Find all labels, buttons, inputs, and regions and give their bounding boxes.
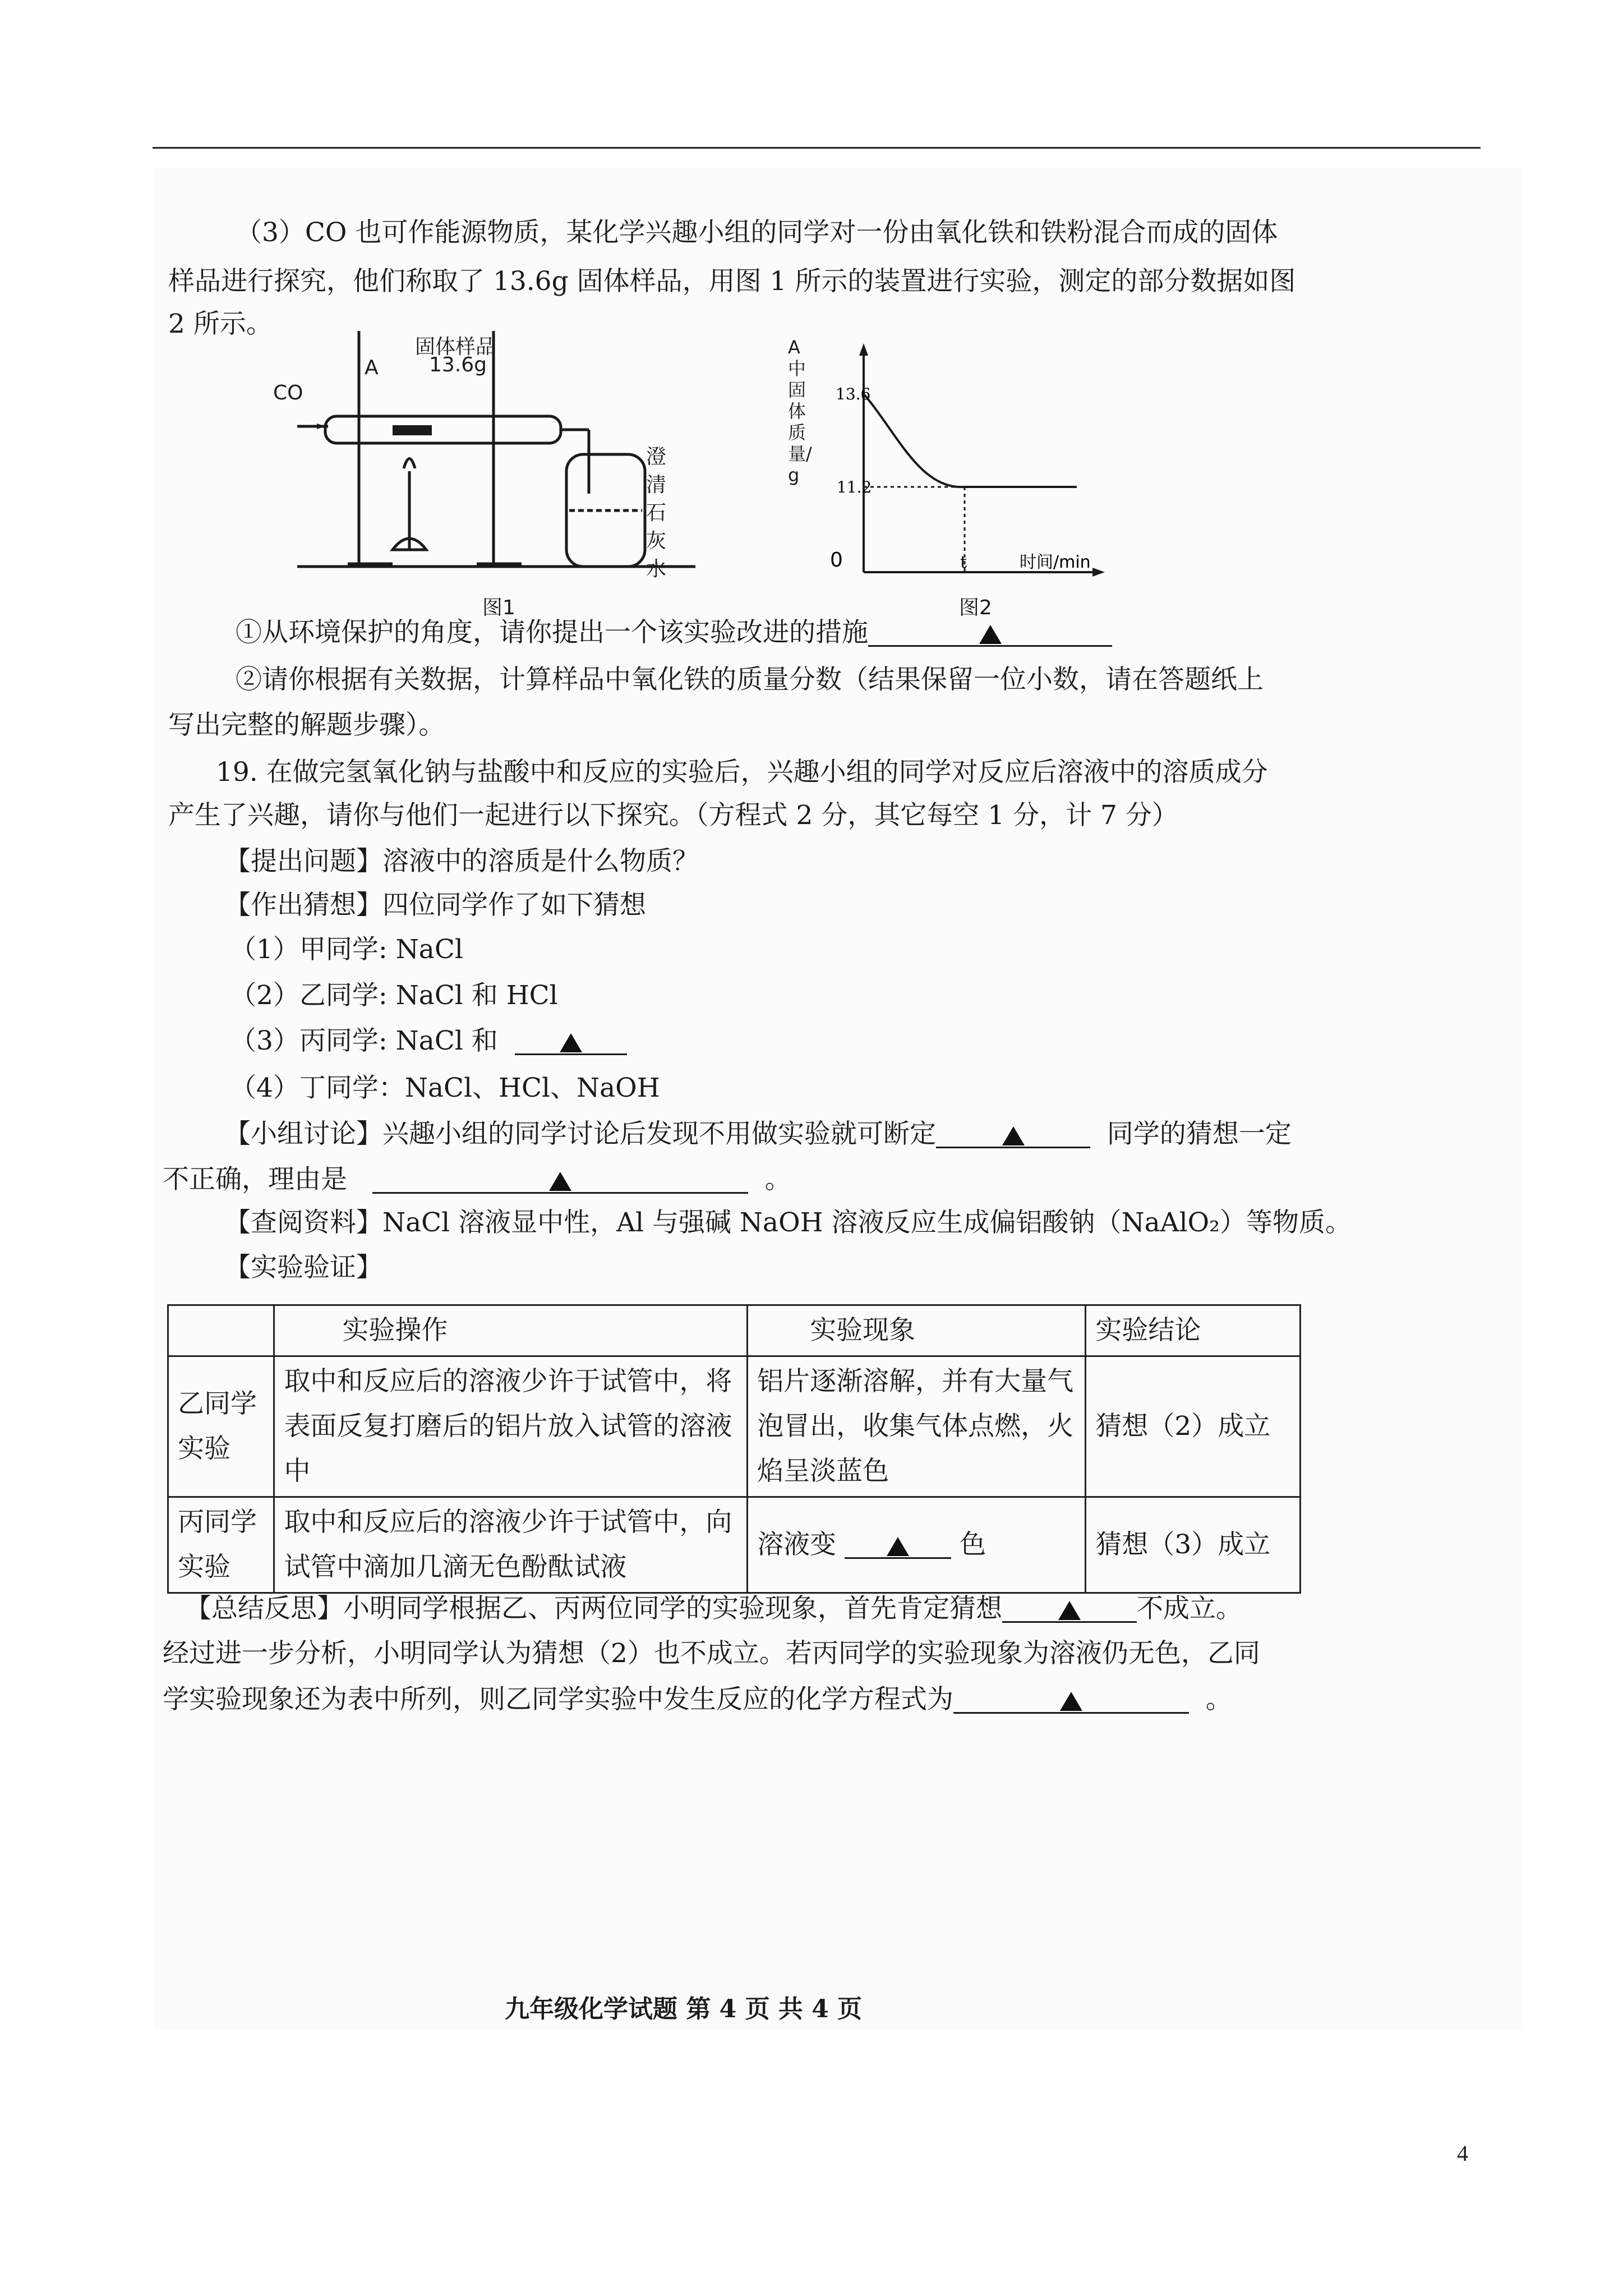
row1-phenomenon: 铝片逐渐溶解，并有大量气泡冒出，收集气体点燃，火焰呈淡蓝色 <box>748 1356 1086 1497</box>
row2-student: 丙同学实验 <box>168 1497 274 1593</box>
label-solid-sample: 固体样品 <box>415 335 496 358</box>
page-footer: 九年级化学试题 第 4 页 共 4 页 <box>505 1995 863 2023</box>
triangle-marker-icon <box>560 1033 582 1052</box>
summary-line2: 经过进一步分析，小明同学认为猜想（2）也不成立。若丙同学的实验现象为溶液仍无色，乙同 <box>163 1638 1260 1669</box>
y-tick-11-2: 11.2 <box>837 478 872 496</box>
triangle-marker-icon <box>1002 1126 1025 1145</box>
row2-phenomenon-a: 溶液变 <box>757 1529 837 1560</box>
chart-y-axis-label: A中固体质量/g <box>788 337 812 486</box>
origin-label: 0 <box>830 549 843 572</box>
table-header-phenomenon: 实验现象 <box>748 1305 1086 1356</box>
answer-blank-improvement[interactable] <box>868 617 1112 647</box>
q18-item1 <box>236 616 1112 650</box>
label-A: A <box>365 356 379 379</box>
page-number: 4 <box>1457 2141 1468 2166</box>
x-axis-arrow <box>1092 568 1105 577</box>
row2-operation: 取中和反应后的溶液少许于试管中，向试管中滴加几滴无色酚酞试液 <box>274 1497 748 1593</box>
label-limewater: 澄清石灰水 <box>646 445 667 581</box>
q19-reference: 【查阅资料】NaCl 溶液显中性，Al 与强碱 NaOH 溶液反应生成偏铝酸钠（NaAlO₂）等物质。 <box>224 1207 1352 1238</box>
row2-phenomenon <box>748 1497 1086 1593</box>
row1-student: 乙同学实验 <box>168 1356 274 1497</box>
figure2-chart <box>808 337 1155 583</box>
q18-item1-text: ①从环境保护的角度，请你提出一个该实验改进的措施 <box>236 617 868 648</box>
answer-blank-which-guess[interactable] <box>1002 1593 1137 1623</box>
q19-guess2: （2）乙同学: NaCl 和 HCl <box>230 980 558 1011</box>
triangle-marker-icon <box>1060 1692 1082 1711</box>
label-CO: CO <box>273 381 303 404</box>
triangle-marker-icon <box>887 1537 909 1556</box>
q18-line3: 2 所示。 <box>168 309 273 339</box>
q18-line1: （3）CO 也可作能源物质，某化学兴趣小组的同学对一份由氧化铁和铁粉混合而成的固体 <box>236 217 1278 248</box>
q19-discuss-text-a: 【小组讨论】兴趣小组的同学讨论后发现不用做实验就可断定 <box>224 1119 936 1149</box>
row2-phenomenon-b: 色 <box>960 1529 986 1560</box>
q19-reason-end: 。 <box>764 1164 791 1195</box>
experiment-table <box>167 1304 1301 1594</box>
summary-text-b: 不成立。 <box>1137 1593 1242 1624</box>
figure2-caption: 图2 <box>959 596 992 619</box>
triangle-marker-icon <box>979 625 1002 644</box>
chart-svg <box>808 337 1155 583</box>
summary-line1 <box>185 1592 1242 1626</box>
q19-ask: 【提出问题】溶液中的溶质是什么物质？ <box>224 846 699 877</box>
q19-guess3 <box>230 1024 627 1058</box>
row1-operation: 取中和反应后的溶液少许于试管中，将表面反复打磨后的铝片放入试管的溶液中 <box>274 1356 748 1497</box>
y-tick-13-6: 13.6 <box>836 385 871 404</box>
answer-blank-which-student[interactable] <box>936 1119 1090 1148</box>
q18-line2: 样品进行探究，他们称取了 13.6g 固体样品，用图 1 所示的装置进行实验，测定的部分数据如图 <box>168 266 1296 297</box>
row1-conclusion: 猜想（2）成立 <box>1086 1356 1301 1497</box>
q19-verify: 【实验验证】 <box>224 1252 382 1283</box>
q19-intro1: 19. 在做完氢氧化钠与盐酸中和反应的实验后，兴趣小组的同学对反应后溶液中的溶质成分 <box>216 757 1268 788</box>
q18-item2-line1: ②请你根据有关数据，计算样品中氧化铁的质量分数（结果保留一位小数，请在答题纸上 <box>236 664 1264 695</box>
q19-intro2: 产生了兴趣，请你与他们一起进行以下探究。（方程式 2 分，其它每空 1 分，计 7 分） <box>168 800 1178 831</box>
answer-blank-guess3[interactable] <box>515 1025 627 1055</box>
label-sample-mass: 13.6g <box>429 353 487 376</box>
table-header-blank <box>168 1305 274 1356</box>
table-header-operation: 实验操作 <box>274 1305 748 1356</box>
summary-line3-text: 学实验现象还为表中所列，则乙同学实验中发生反应的化学方程式为 <box>163 1684 953 1715</box>
series-curve-decay <box>864 394 965 487</box>
t-label: t <box>960 553 967 572</box>
q19-guess3-text: （3）丙同学: NaCl 和 <box>230 1025 498 1056</box>
triangle-marker-icon <box>549 1172 571 1191</box>
summary-text-a: 【总结反思】小明同学根据乙、丙两位同学的实验现象，首先肯定猜想 <box>185 1593 1002 1624</box>
x-axis-label: 时间/min <box>1020 553 1091 572</box>
figure1-caption: 图1 <box>482 596 515 619</box>
q19-discuss-text-b: 同学的猜想一定 <box>1106 1119 1292 1149</box>
summary-line3 <box>163 1683 1232 1717</box>
answer-blank-color[interactable] <box>845 1529 951 1559</box>
q19-reason <box>163 1163 791 1197</box>
q19-guess4: （4）丁同学：NaCl、HCl、NaOH <box>230 1073 660 1103</box>
triangle-marker-icon <box>1058 1601 1081 1620</box>
table-row <box>168 1497 1301 1593</box>
q19-guess: 【作出猜想】四位同学作了如下猜想 <box>224 890 646 921</box>
q18-item2-line2: 写出完整的解题步骤）。 <box>168 710 445 740</box>
y-axis-arrow <box>859 343 868 356</box>
table-row <box>168 1356 1301 1497</box>
table-header-conclusion: 实验结论 <box>1086 1305 1301 1356</box>
q19-guess1: （1）甲同学: NaCl <box>230 934 463 965</box>
q19-reason-text: 不正确，理由是 <box>163 1164 347 1195</box>
table-header-row <box>168 1305 1301 1356</box>
answer-blank-reason[interactable] <box>372 1164 748 1194</box>
q19-discuss <box>224 1117 1292 1151</box>
header-rule <box>153 147 1481 149</box>
row2-conclusion: 猜想（3）成立 <box>1086 1497 1301 1593</box>
answer-blank-equation[interactable] <box>953 1684 1189 1714</box>
summary-line3-end: 。 <box>1205 1684 1232 1715</box>
